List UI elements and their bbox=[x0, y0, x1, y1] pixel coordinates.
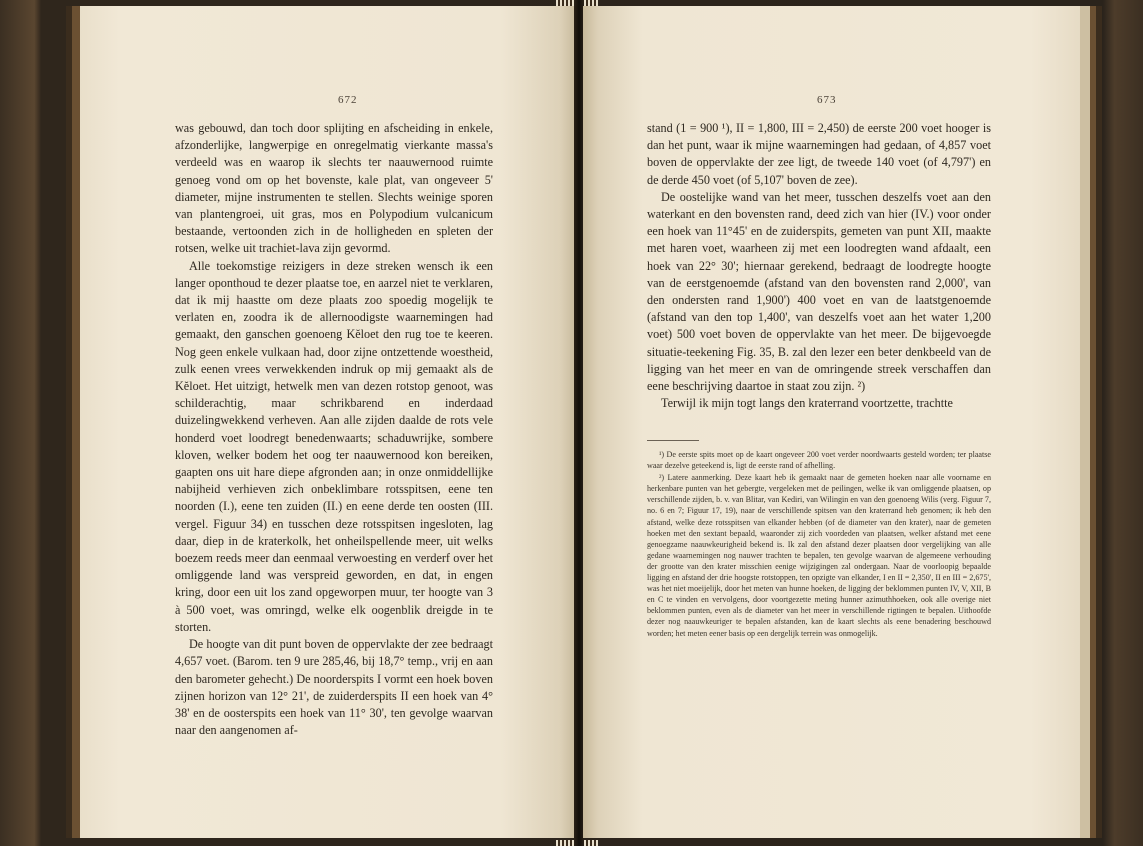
paragraph: De oostelijke wand van het meer, tusschen deszelfs voet aan den waterkant en den bovensten rand, deed zich van hier (IV.) voor onder een hoek van 11°45' en de zuiderspits, gemeten van punt XII, maakte met haren voet, waarheen zij met een loodregten wand afdaalt, een hoek van 22° 30'; hiernaar gerekend, bedraagt de loodregte hoogte van de eerstgenoemde (afstand van den bovensten rand 2,000', van den ondersten rand 1,900') 400 voet en van de laatstgenoemde (afstand van den top 1,400', van deszelfs voet aan het water 1,200 voet) 500 voet boven de oppervlakte van het meer. De bijgevoegde situatie-teekening Fig. 35, B. zal den lezer een beter denkbeeld van de ligging van het meer en van de omringende streek verschaffen dan eene beschrijving daartoe in staat zou zijn. ²) bbox=[647, 189, 991, 394]
right-page bbox=[583, 6, 1080, 838]
paragraph: stand (1 = 900 ¹), II = 1,800, III = 2,450) de eerste 200 voet hooger is dan het punt, waar ik mijne waarnemingen had gedaan, of 4,857 voet boven de oppervlakte der zee ligt, de tweede 140 voet (of 4,797') en de derde 450 voet (of 5,107' boven de zee). bbox=[647, 121, 991, 187]
footnote: ²) Latere aanmerking. Deze kaart heb ik gemaakt naar de gemeten hoeken naar alle voorname en herkenbare punten van het gebergte, vergeleken met de peilingen, welke ik van omliggende plaatsen, op verschillende zijden, b. v. van Blitar, van Kediri, van Wilingin en van den goenoeng Wilis (verg. Figuur 7, no. 6 en 7; Figuur 17, 19), naar de verschillende spitsen van den kraterrand heb genomen; ik heb den afstand, welke deze rotsspitsen van elkander hebben (of de diameter van den krater), naar de gemeten hoeken met den sextant bepaald, waaronder zij zich voordeden van plaatsen, welker afstand met eene genoegzame naauwkeurigheid bekend is. Ik zal den afstand dezer plaatsen door vergelijking van alle gedane waarnemingen nog nauwer trachten te bepalen, ten gevolge waarvan de algemeene verhouding der grootte van den krater misschien eenige wijzigingen zal ondergaan. Naar de voorloopig bepaalde ligging en afstand der drie hoogste rotstoppen, ten opzigte van elkander, I en II = 2,350', II en III = 2,675', was het niet moeijelijk, door het meten van hunne hoeken, de ligging der beklommen punten IV, V, XII, B en C te vinden en vervolgens, door voortgezette meting hunner azimuthhoeken, ook alle overige niet beklommen punten, even als de diameter van het meer in verschillende rigtingen te bepalen. Uithoofde dezer nog naauwkeuriger te bepalen afstanden, kan de kaart slechts als eene benadering beschouwd worden; het meten eener basis op een dergelijk terrein was onmogelijk. bbox=[647, 473, 991, 638]
page-number-left: 672 bbox=[338, 94, 358, 106]
paragraph: Alle toekomstige reizigers in deze streken wensch ik een langer oponthoud te dezer plaatse toe, en aarzel niet te verklaren, dat ik mij haastte om deze plaats zoo spoedig mogelijk te verlaten en, zoodra ik de allernoodigste waarnemingen had gemaakt, den ganschen goenoeng Kĕloet den rug toe te keeren. Nog geen enkele vulkaan had, door zijne ontzettende woestheid, zulk eenen vrees verwekkenden indruk op mij gemaakt als de Kĕloet. Het uitzigt, hetwelk men van dezen rotstop genoot, was schilderachtig, maar schrikbarend en inderdaad duizelingwekkend verheven. Aan alle zijden daalde de rots vele honderd voet loodregt benedenwaarts; schaduwrijke, sombere kloven, welker bodem het oog ter naauwernood kon bereiken, gaapten ons uit hare diepe afgronden aan; in onze onmiddellijke nabijheid verhieven zich onbeklimbare rotsspitsen, eene ten noorden (I.), eene ten zuiden (II.) en eene derde ten oosten (III. vergel. Figuur 34) en tusschen deze rotsspitsen ingesloten, lag daar, diep in de kraterkolk, het onheilspellende meer, uit welks boezem reeds meer dan eenmaal verwoesting en verderf over het omliggende land was verspreid geworden, en dat, in engen kring, door een uit los zand opgeworpen muur, ter hoogte van 3 à 500 voet, was omringd, welke elk oogenblik dreigde in te storten. bbox=[175, 258, 493, 634]
page-number-right: 673 bbox=[817, 94, 837, 106]
paragraph: De hoogte van dit punt boven de oppervlakte der zee bedraagt 4,657 voet. (Barom. ten 9 ure 285,46, bij 18,7° temp., vrij en aan den barometer gehecht.) De noorderspits I vormt een hoek boven zijnen horizon van 12° 21', de zuiderderspits II een hoek van 4° 38' en de oosterspits een hoek van 11° 30', ten gevolge waarvan naar den aangenomen af- bbox=[175, 637, 493, 738]
footnote-divider bbox=[647, 440, 699, 441]
paragraph: Terwijl ik mijn togt langs den kraterrand voortzette, trachtte bbox=[661, 396, 953, 411]
paragraph: was gebouwd, dan toch door splijting en afscheiding in enkele, afzonderlijke, langwerpige en onregelmatig vierkante massa's verdeeld was en waarop ik slechts ter naauwernood ruimte genoeg vond om op het bovenste, kale plat, van ongeveer 5' diameter, mijne instrumenten te stellen. Slechts weinige sporen van plantengroei, uit gras, mos en Polypodium vulcanicum bestaande, vertoonden zich in de holligheden en spleten der rotsen, welke uit trachiet-lava zijn gevormd. bbox=[175, 121, 493, 256]
left-page bbox=[80, 6, 575, 838]
footnote: ¹) De eerste spits moet op de kaart ongeveer 200 voet verder noordwaarts gesteld worden; ter plaatse waar dezelve geteekend is, ligt de eerste rand of afhelling. bbox=[647, 450, 991, 471]
left-body-text bbox=[175, 120, 493, 739]
footnotes bbox=[647, 449, 991, 640]
right-body-text bbox=[647, 120, 991, 412]
